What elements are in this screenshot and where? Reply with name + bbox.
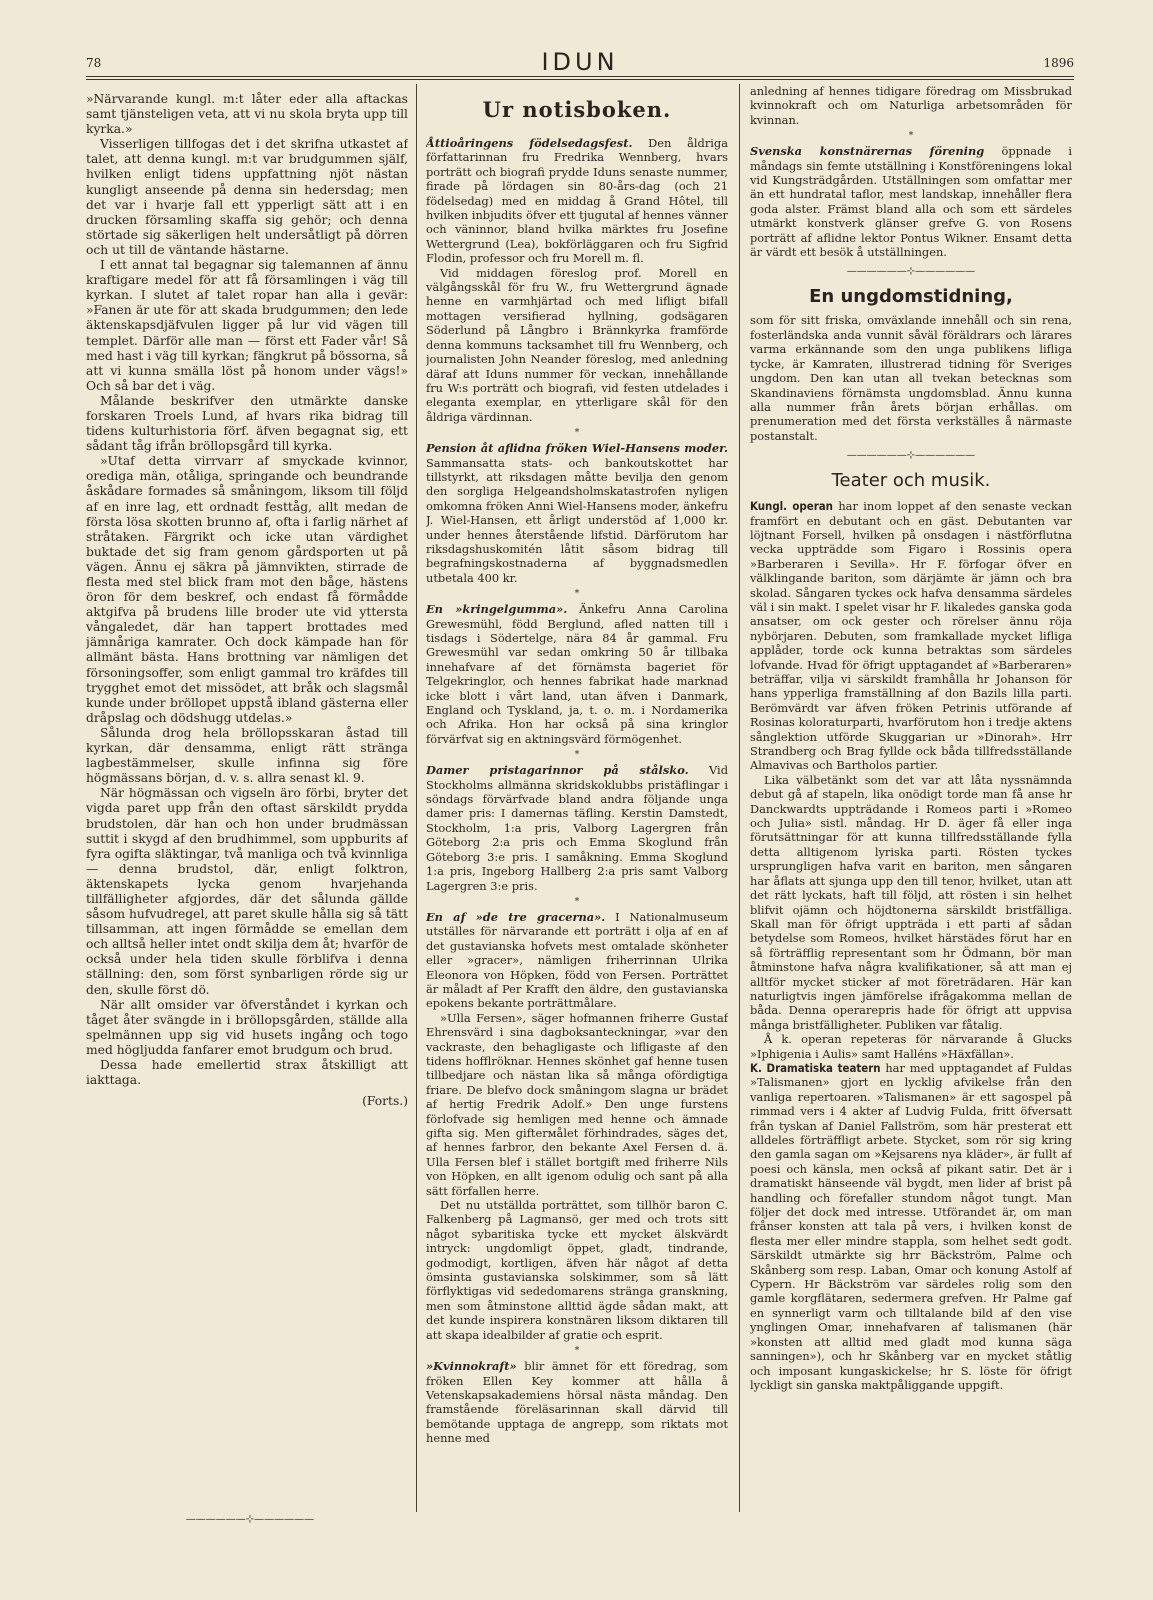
notice-heading: »Kvinnokraft» [426, 1359, 517, 1374]
notice-heading: En af »de tre gracerna». [426, 909, 606, 924]
column-divider-1 [416, 84, 417, 1512]
notice-item [426, 602, 728, 746]
continued-text: anledning af hennes tidigare föredrag om Missbrukad kvinnokraft och om Naturliga arbetsområden för kvinnan. [750, 84, 1072, 127]
rule-ornament: ——————⊹—————— [846, 266, 976, 278]
notice-text: Änkefru Anna Carolina Grewesmühl, född Berglund, afled natten till i tisdags i Södertelge, nära 84 år gammal. Fru Grewesmühl var sedan omkring 50 år tillbaka innehafvare af det förnämsta bageriet för Telgekringlor, och hennes fabrikat hade marknad icke blott i vårt land, utan äfven i Danmark, England och Tyskland, ja, t. o. m. i Nordamerika och Afrika. Hon har också på sina kringlor förvärfvat sig en aktningsvärd förmögenhet. [426, 602, 728, 746]
section-title-teater: Teater och musik. [831, 470, 991, 492]
paragraph: Sålunda drog hela bröllopsskaran åstad till kyrkan, där densamma, enligt rätt stränga lagbestämmelser, skulle infinna sig före högmässans början, d. v. s. allra senast kl. 9. [86, 725, 408, 786]
paragraph: »Utaf detta virrvarr af smyckade kvinnor, orediga män, otåliga, springande och beundrande åskådare formades så småningom, liksom till följd af en inre lag, ett ordnadt festtåg, allt medan de första lösa skotten brunno af, ofta i farlig närhet af stråtaken. Färgrikt och icke utan värdighet buktade det sig fram genom gårdsporten ut på vägen. Ännu ej säkra på jämnvikten, stirrade de flesta med stel blick fram mot den båge, hästens öron för dem beskref, och endast få förmådde aktgifva på brudens lille broder ute vid yttersta vångaledet, där han tappert brottades med jämnåriga kamrater. Och dock kämpade han för allmänt bästa. Hans brottning var nämligen det försoningsoffer, som enligt gammal tro kräfdes till trygghet emot det missödet, att bråk och slagsmål kunde under bröllopet uppstå ibland gästerna eller dråpslag och dödshugg utdelas.» [86, 454, 408, 725]
rule-ornament: ——————⊹—————— [846, 450, 976, 462]
notice-item [426, 763, 728, 893]
notice-item [426, 441, 728, 585]
page-number: 78 [86, 56, 102, 70]
paragraph: »Närvarande kungl. m:t låter eder alla aftackas samt tjänsteligen veta, att vi nu skola bryta upp till kyrka.» [86, 92, 408, 137]
star-separator: * [908, 131, 914, 142]
header-rule-thin [86, 79, 1074, 80]
section-title-ungdomstidning: En ungdomstidning, [809, 286, 1013, 308]
section-title-notisboken: Ur notisboken. [482, 97, 672, 122]
paragraph: Lika välbetänkt som det var att låta nyssnämnda debut gå af stapeln, lika onödigt torde man få anse hr Danckwardts uppträdande i Romeos parti i »Romeo och Julia» sistl. måndag. Hr D. äger få eller inga förutsättningar för att kunna tillfredsställande fylla detta alltigenom lyriska parti. Rösten tyckes ursprungligen hafva varit en bariton, men sångaren har åflats att sjunga upp den till tenor, hvilket, utan att det rätt lyckats, haft till följd, att rösten i sin helhet blifvit ojämn och höjdtonerna särskildt bristfälliga. Skall man för öfrigt uppträda i ett parti af sådan betydelse som Romeos, hvilket härstädes förut har en så förträfflig representant som hr Ödmann, bör man åtminstone hafva några kvalifikationer, så att man ej alltför mycket sticker af mot företrädaren. Här kan naturligtvis ingen jämförelse ifrågakomma mellan de båda. Denna operarepris hade för öfrigt att uppvisa många bristfälligheter. Publiken var fåtalig. [750, 772, 1072, 1032]
paragraph: Å k. operan repeteras för närvarande å Glucks »Iphigenia i Aulis» samt Halléns »Häxfällan». [750, 1032, 1072, 1061]
paragraph: Dessa hade emellertid strax åtskilligt att iakttaga. [86, 1058, 408, 1088]
year-label: 1896 [1043, 56, 1074, 70]
notice-heading: Åttioåringens födelsedagsfest. [426, 136, 633, 150]
notice-text-cont: Vid middagen föreslog prof. Morell en välgångsskål för fru W., fru Wettergrund ägnade henne en varmhjärtad och med lifligt bifall mottagen versifierad hyllning, godsägaren Söderlund på Långbro i Brännkyrka framförde denna kommuns tacksamhet till fru Wennberg, och journalisten John Neander föreslog, med anledning däraf att Iduns nummer för veckan, innehållande fru W:s porträtt och biografi, vid festen utdelades i elegantа exemplar, en ytterligare skål för den åldriga värdinnan. [426, 265, 728, 424]
column-2 [426, 92, 728, 1502]
end-ornament: ——————⊹—————— [185, 1514, 315, 1525]
star-separator: * [574, 750, 580, 761]
paragraph: I ett annat tal begagnar sig talemannen af ännu kraftigare medel för att få församlingen i väg till kyrkan. I slutet af talet ropar han alla i gevär: »Fanen är ute för att skada brudgummen; den lede äktenskapsdjäfvulen ligger på lur vid vägen till templet. Därför alle man — först ett Fader vår! Så med hast i väg till kyrkan; fängkrut på bössorna, så att vi kunna smälla löst på honom under vägs!» Och så bar det i väg. [86, 258, 408, 393]
notice-text-cont: »Ulla Fersen», säger hofmannen friherre Gustaf Ehrensvärd i sina dagboksanteckningar, »var den vackraste, den behagligaste och lifligaste af den tidens hofflröknar. Hennes skönhet gaf henne tusen tillbedjare och nästan lika så många ofördigtiga friare. De blefvo dock småningom slagna ur brädet af hertig Fredrik Adolf.» Den unge furstens förlofvade sig hemligen med henne och ämnade gifta sig. Men gifterмålet förhindrades, säges det, af hennes farbror, den bekante Axel Fersen d. ä. Ulla Fersen blef i stället bortgift med friherre Nils von Höpken, en allt igenom odulig och sant på alla sätt förfallen herre. [426, 1010, 728, 1198]
notice-text: öppnade i måndags sin femte utställning i Konstföreningens lokal vid Kungsträdgården. Utställningen som omfattar mer än ett hundratal taflor, mest landskap, innehåller flera goda alster. Främst bland alla och som ett särdeles utmärkt konstverk glänser grefve G. von Rosens porträtt af aflidne lektor Pontus Wikner. Ensamt detta är värdt ett besök å utställningen. [750, 144, 1072, 260]
notice-item [750, 1061, 1072, 1392]
notice-text: Sammansatta stats- och bankoutskottet har tillstyrkt, att riksdagen måtte bevilja den genom den sorgliga Helgeandsholmskatastrofen nyligen omkomna fröken Anni Wiel-Hansens moder, änkefru J. Wiel-Hansen, ett årligt understöd af 1,000 kr. under hennes återstående lifstid. Därförutom har riksdagshuskomitén låtit såsom bidrag till begrafningskostnaderna af byggnadsmedlen utbetala 400 kr. [426, 455, 728, 585]
page-header [86, 50, 1074, 76]
star-separator: * [574, 896, 580, 907]
star-separator: * [574, 1346, 580, 1357]
star-separator: * [574, 589, 580, 600]
notice-item [426, 1359, 728, 1445]
notice-heading: Damer pristagarinnor på stålsko. [426, 763, 689, 778]
paragraph: som för sitt friska, omväxlande innehåll och sin rena, fosterländska anda vunnit såväl föräldrars och lärares varma erkännande som den unga publikens lifliga tycke, är Kamraten, illustrerad tidning för Sveriges ungdom. Den kan utan all tvekan betecknas som Skandinaviens förnämsta ungdomsblad. Ännu kunna alla nummer från årets början erhållas. om prenumeration med det första verkställes å närmaste postanstalt. [750, 313, 1072, 443]
column-3 [750, 84, 1072, 1504]
notice-text: blir ämnet för ett föredrag, som fröken Ellen Key kommer att hålla å Vetenskapsakademiens hörsal nästa måndag. Den framstående föreläsarinnan skall därvid till bemötande upptaga de angrepp, som riktats mot henne med [426, 1359, 728, 1446]
header-rule [86, 76, 1074, 77]
notice-text: I Nationalmuseum utställes för närvarande ett porträtt i olja af en af det gustavianska hofvets mest omtalade skönheter eller »gracer», nämligen friherrinnan Ulrika Eleonora von Höpken, född von Fersen. Porträttet är måladt af Per Krafft den äldre, den gustavianska epokens bekante porträttmålare. [426, 909, 728, 1011]
notice-heading: En »kringelgumma». [426, 602, 568, 617]
notice-item [426, 910, 728, 1011]
notice-item [426, 136, 728, 266]
notice-item [750, 499, 1072, 773]
column-1 [86, 92, 408, 1504]
paragraph: När högmässan och vigseln äro förbi, bryter det vigda paret upp från den oftast särskildt prydda brudstolen, där han och hon under brudmässan suttit i skygd af den brudhimmel, som uppburits af fyra ogifta släktingar, två manliga och två kvinnliga — denna brudstol, där, enligt folktron, äktenskapets lycka genom hvarjehanda tillfälligheter afgjordes, där det sålunda gällde såsom hufvudregel, att paret skulle hålla sig så tätt tillsamman, att ingen förmådde se emellan dem och alltså heller intet ondt skilja dem åt; hvarför de också under hela tiden skulle förblifva i denna ställning: den, som först synbarligen rörde sig ur den, skulle först dö. [86, 786, 408, 997]
notice-text: Den åldriga författarinnan fru Fredrika Wennberg, hvars porträtt och biografi prydde Iduns senaste nummer, firade på lördagen sin 80-års-dag (och 21 födelsedag) med en middag å Grand Hôtel, till hvilken inbjudits öfver ett tjugutal af hennes vänner och väninnor, bland hvilka märktes fru Josefine Wettergrund (Lea), bokförläggaren och fru Sigfrid Flodin, professor och fru Morell m. fl. [426, 136, 728, 266]
paragraph: När allt omsider var öfverståndet i kyrkan och tåget åter svängde in i bröllopsgården, ställde alla spelmännen upp sig vid husets ingång och togo med högljudda fanfarer emot brudgum och brud. [86, 997, 408, 1057]
column-divider-2 [739, 84, 740, 1512]
notice-heading: Pension åt aflidna fröken Wiel-Hansens moder. [426, 441, 728, 456]
notice-heading: K. Dramatiska teatern [750, 1060, 881, 1075]
star-separator: * [574, 428, 580, 439]
notice-text-cont: Det nu utställda porträttet, som tillhör baron C. Falkenberg på Lagmansö, ger med och trots sitt något sybaritiska tycke ett mycket älskvärdt intryck: ungdomligt öppet, gladt, tindrande, godmodigt, kortligen, äfven här något af detta ömsinta gustavianska solskimmer, som så lätt förflyktigas vid sededomarens stränga granskning, men som åtminstone allttid ägde sådan makt, att det kunde inspirera konstnären liksom diktaren till att skapa idealbilder af gratie och esprit. [426, 1198, 728, 1342]
paragraph: Visserligen tillfogas det i det skrifna utkastet af talet, att denna kungl. m:t var brudgummen själf, hvilken enligt tidens uppfattning njöt nästan kungligt anseende på denna sin hedersdag; men det var i hvarje fall ett ypperligt sätt att i en drucken församling skaffa sig gehör; och denna störtade sig säkerligen helt undersåtligt på dörren och ut till de väntande hästarne. [86, 137, 408, 257]
notice-heading: Kungl. operan [750, 499, 833, 514]
notice-item [750, 144, 1072, 259]
notice-text: har inom loppet af den senaste veckan framfört en debutant och en gäst. Debutanten var löjtnant Forsell, hvilken på onsdagen i nästförflutna vecka uppträdde som Figaro i Rossinis opera »Barberaren i Sevilla». Hr F. förfogar öfver en välklingande bariton, som därjämte är jämn och bra skolad. Sångaren tyckes ock hafva densamma särdeles väl i sin makt. I spelet visar hr F. likaledes ganska goda ansatser, om ock gester och rörelser ännu röja nybörjaren. Debuten, som framkallade mycket lifliga applåder, torde ock kunna betraktas som särdeles lofvande. Hvad för öfrigt upptagandet af »Barberaren» beträffar, vilja vi särskildt framhålla hr Johanson för hans ypperliga framställning af don Bazils lilla parti. Berömvärdt var äfven fröken Petrinis utförande af Rosinas koloraturparti, hvarförutom hon i tredje aktens sånglektion utförde Skuggarian ur »Dinorah». Hrr Strandberg och Brag fyllde ock båda tillfredsställande Almavivas och Bartholos partier. [750, 499, 1072, 773]
notice-text: Vid Stockholms allmänna skridskoklubbs pristäflingar i söndags förvärfvade bland andra följande unga damer pris: I damernas täfling. Kerstin Damstedt, Stockholm, 1:a pris, Valborg Lagergren från Göteborg 2:a pris och Emma Skoglund från Göteborg 3:e pris. I samåkning. Emma Skoglund 1:a pris, Ingeborg Hallberg 2:a pris samt Valborg Lagergren 3:e pris. [426, 763, 728, 893]
continued-note: (Forts.) [362, 1094, 408, 1109]
notice-heading: Svenska konstnärernas förening [750, 144, 985, 159]
notice-text: har med upptagandet af Fuldas »Talismanen» gjort en lycklig afvikelse från den vanliga repertoaren. »Talismanen» är ett sagospel på rimmad vers i 4 akter af Ludvig Fulda, fritt öfversatt från tyskan af Daniel Fallström, som här presterat ett alldeles förträffligt arbete. Stycket, som rör sig kring den gamla sagan om »Kejsarens nya kläder», är fullt af poesi och känsla, men också af pikant satir. Det är i dramatiskt hänseende väl bygdt, men lider af brist på handling och förefaller stundom något tungt. Man följer det dock med intresse. Utförandet är, om man frånser konsten att tala på vers, i hvilken konst de flesta mer eller mindre stappla, som helhet sedt godt. Särskildt utmärkte sig hrr Bäckström, Palme och Skånberg som resp. Laban, Omar och konung Astolf af Cypern. Hr Bäckström var särdeles rolig som den gamle korgflätaren, sedermera grefven. Hr Palme gaf en synnerligt varm och tilltalande bild af den vise ynglingen Omar, innehafvaren af talismanen (här »konsten att alltid med gladt mod kunna säga sanningen»), och hr Skånberg var en mycket ståtlig och imposant kungaskickelse; hr S. löste för öfrigt lyckligt sin ganska maktpåliggande uppgift. [750, 1060, 1072, 1392]
paragraph: Målande beskrifver den utmärkte danske forskaren Troels Lund, af hvars rika bidrag till tidens kulturhistoria förf. äfven begagnat sig, ett sådant tåg ifrån bröllopsgård till kyrka. [86, 393, 408, 454]
masthead-title: IDUN [541, 48, 619, 76]
